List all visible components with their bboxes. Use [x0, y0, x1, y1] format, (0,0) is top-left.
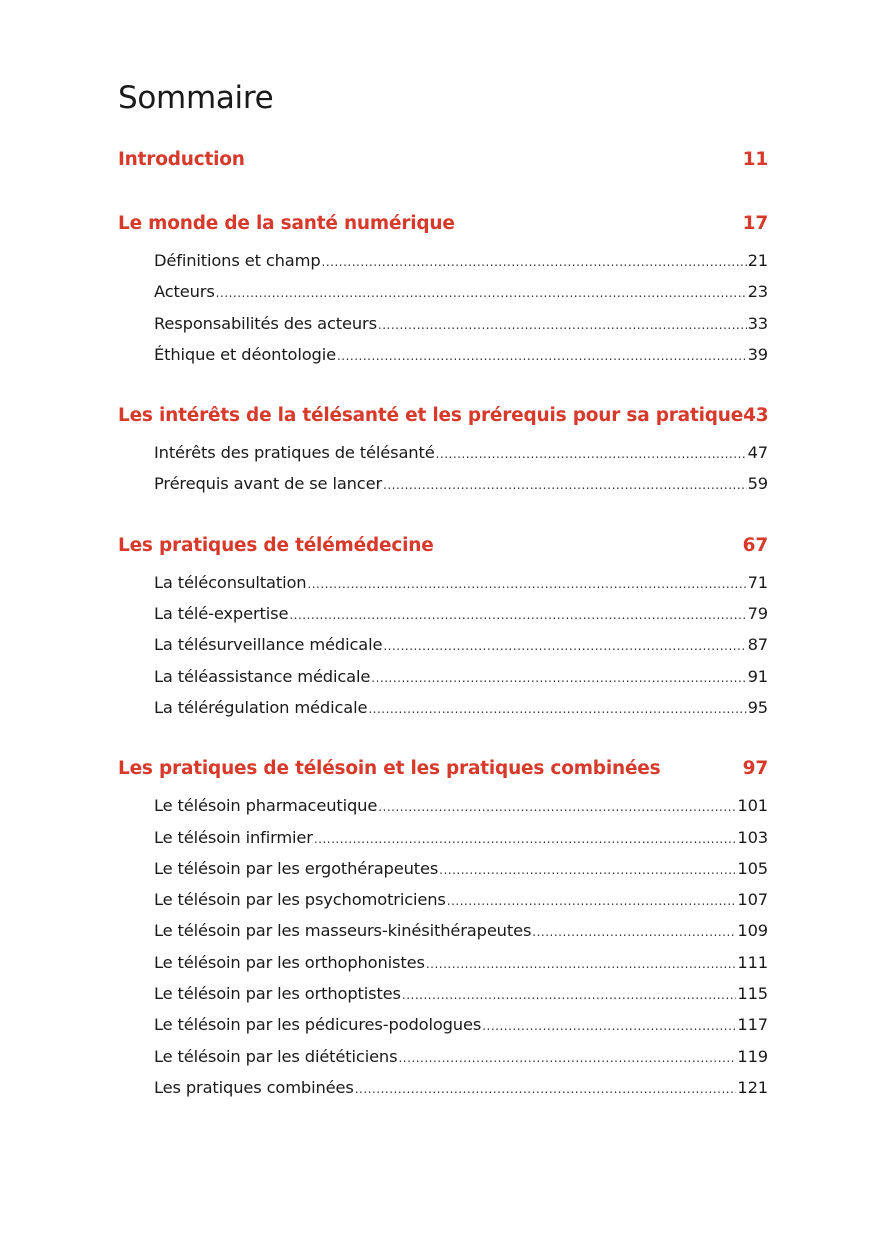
entry-title: La télé-expertise [154, 604, 289, 624]
toc-entry[interactable] [118, 468, 768, 499]
dot-leader [402, 980, 736, 1011]
chapter-title: Le monde de la santé numérique [118, 213, 455, 234]
dot-leader [383, 631, 746, 662]
toc-entry[interactable] [118, 629, 768, 660]
toc-entry[interactable] [118, 853, 768, 884]
entry-title: Le télésoin par les orthophonistes [154, 952, 425, 972]
toc-entry[interactable] [118, 692, 768, 723]
entry-page-number: 101 [737, 796, 768, 816]
entry-page-number: 117 [737, 1015, 768, 1035]
dot-leader [355, 1074, 737, 1105]
chapter-heading[interactable] [118, 526, 768, 566]
entry-page-number: 23 [747, 282, 768, 302]
entry-page-number: 115 [737, 984, 768, 1004]
entry-page-number: 119 [737, 1046, 768, 1066]
dot-leader [378, 792, 736, 823]
entry-page-number: 47 [747, 443, 768, 463]
page-title: Sommaire [118, 80, 274, 116]
entry-page-number: 71 [747, 572, 768, 592]
toc-entry[interactable] [118, 339, 768, 370]
dot-leader [532, 917, 736, 948]
dot-leader [447, 886, 737, 917]
toc-section [118, 526, 768, 723]
dot-leader [368, 694, 746, 725]
entry-title: Définitions et champ [154, 251, 321, 270]
dot-leader [439, 855, 736, 886]
dot-leader [314, 824, 737, 855]
dot-leader [436, 439, 747, 470]
chapter-entries [118, 437, 768, 500]
chapter-page-number: 67 [742, 534, 768, 556]
toc-entry[interactable] [118, 1072, 768, 1103]
entry-page-number: 121 [737, 1077, 768, 1097]
entry-page-number: 105 [737, 858, 768, 878]
toc-entry[interactable] [118, 947, 768, 978]
chapter-title: Les pratiques de télémédecine [118, 534, 434, 556]
entry-page-number: 39 [747, 344, 768, 364]
chapter-heading[interactable] [118, 204, 768, 244]
entry-title: Le télésoin pharmaceutique [154, 796, 378, 816]
entry-title: La téléassistance médicale [154, 666, 371, 686]
chapter-title: Introduction [118, 149, 245, 170]
table-of-contents [118, 140, 768, 1129]
entry-title: Le télésoin par les diététiciens [154, 1046, 398, 1066]
entry-title: Prérequis avant de se lancer [154, 474, 383, 494]
toc-section [118, 396, 768, 500]
toc-entry[interactable] [118, 598, 768, 629]
chapter-title: Les pratiques de télésoin et les pratiques combinées [118, 758, 661, 780]
entry-title: Intérêts des pratiques de télésanté [154, 443, 435, 463]
entry-page-number: 79 [747, 604, 768, 624]
toc-entry[interactable] [118, 276, 768, 307]
dot-leader [371, 663, 746, 694]
entry-title: La télérégulation médicale [154, 697, 368, 717]
dot-leader [216, 278, 747, 309]
toc-entry[interactable] [118, 308, 768, 339]
toc-entry[interactable] [118, 567, 768, 598]
toc-entry[interactable] [118, 661, 768, 692]
chapter-page-number: 17 [742, 213, 768, 234]
dot-leader [383, 470, 747, 501]
dot-leader [426, 949, 737, 980]
toc-entry[interactable] [118, 822, 768, 853]
toc-section [118, 749, 768, 1103]
entry-page-number: 87 [747, 635, 768, 655]
entry-page-number: 59 [747, 474, 768, 494]
entry-page-number: 91 [747, 666, 768, 686]
chapter-entries [118, 790, 768, 1103]
toc-section [118, 140, 768, 180]
dot-leader [307, 569, 746, 600]
toc-section [118, 204, 768, 370]
chapter-heading[interactable] [118, 396, 768, 436]
entry-page-number: 111 [737, 952, 768, 972]
chapter-heading[interactable] [118, 749, 768, 789]
entry-page-number: 95 [747, 697, 768, 717]
dot-leader [322, 247, 747, 278]
chapter-page-number: 11 [742, 149, 768, 170]
chapter-page-number: 97 [742, 758, 768, 780]
chapter-heading[interactable] [118, 140, 768, 180]
dot-leader [378, 310, 747, 341]
entry-title: Le télésoin par les pédicures-podologues [154, 1015, 482, 1035]
dot-leader [289, 600, 746, 631]
toc-entry[interactable] [118, 884, 768, 915]
dot-leader [337, 341, 747, 372]
chapter-page-number: 43 [743, 405, 769, 427]
entry-title: Le télésoin par les ergothérapeutes [154, 858, 439, 878]
entry-page-number: 109 [737, 921, 768, 941]
entry-title: Les pratiques combinées [154, 1077, 354, 1097]
entry-title: Acteurs [154, 282, 215, 302]
chapter-entries [118, 567, 768, 723]
entry-title: Le télésoin par les orthoptistes [154, 984, 401, 1004]
entry-page-number: 103 [737, 827, 768, 847]
entry-title: Le télésoin par les masseurs-kinésithérapeutes [154, 921, 532, 941]
toc-entry[interactable] [118, 245, 768, 276]
entry-title: Responsabilités des acteurs [154, 313, 377, 333]
entry-title: La télésurveillance médicale [154, 635, 383, 655]
dot-leader [398, 1043, 736, 1074]
entry-title: Le télésoin par les psychomotriciens [154, 890, 446, 910]
entry-title: Éthique et déontologie [154, 344, 336, 364]
toc-entry[interactable] [118, 437, 768, 468]
entry-title: Le télésoin infirmier [154, 827, 313, 847]
toc-entry[interactable] [118, 915, 768, 946]
chapter-entries [118, 245, 768, 370]
dot-leader [482, 1011, 736, 1042]
entry-page-number: 21 [747, 251, 768, 270]
toc-entry[interactable] [118, 978, 768, 1009]
chapter-title: Les intérêts de la télésanté et les prérequis pour sa pratique [118, 405, 744, 427]
entry-page-number: 107 [737, 890, 768, 910]
entry-title: La téléconsultation [154, 572, 307, 592]
toc-entry[interactable] [118, 790, 768, 821]
toc-entry[interactable] [118, 1041, 768, 1072]
entry-page-number: 33 [747, 313, 768, 333]
toc-entry[interactable] [118, 1009, 768, 1040]
